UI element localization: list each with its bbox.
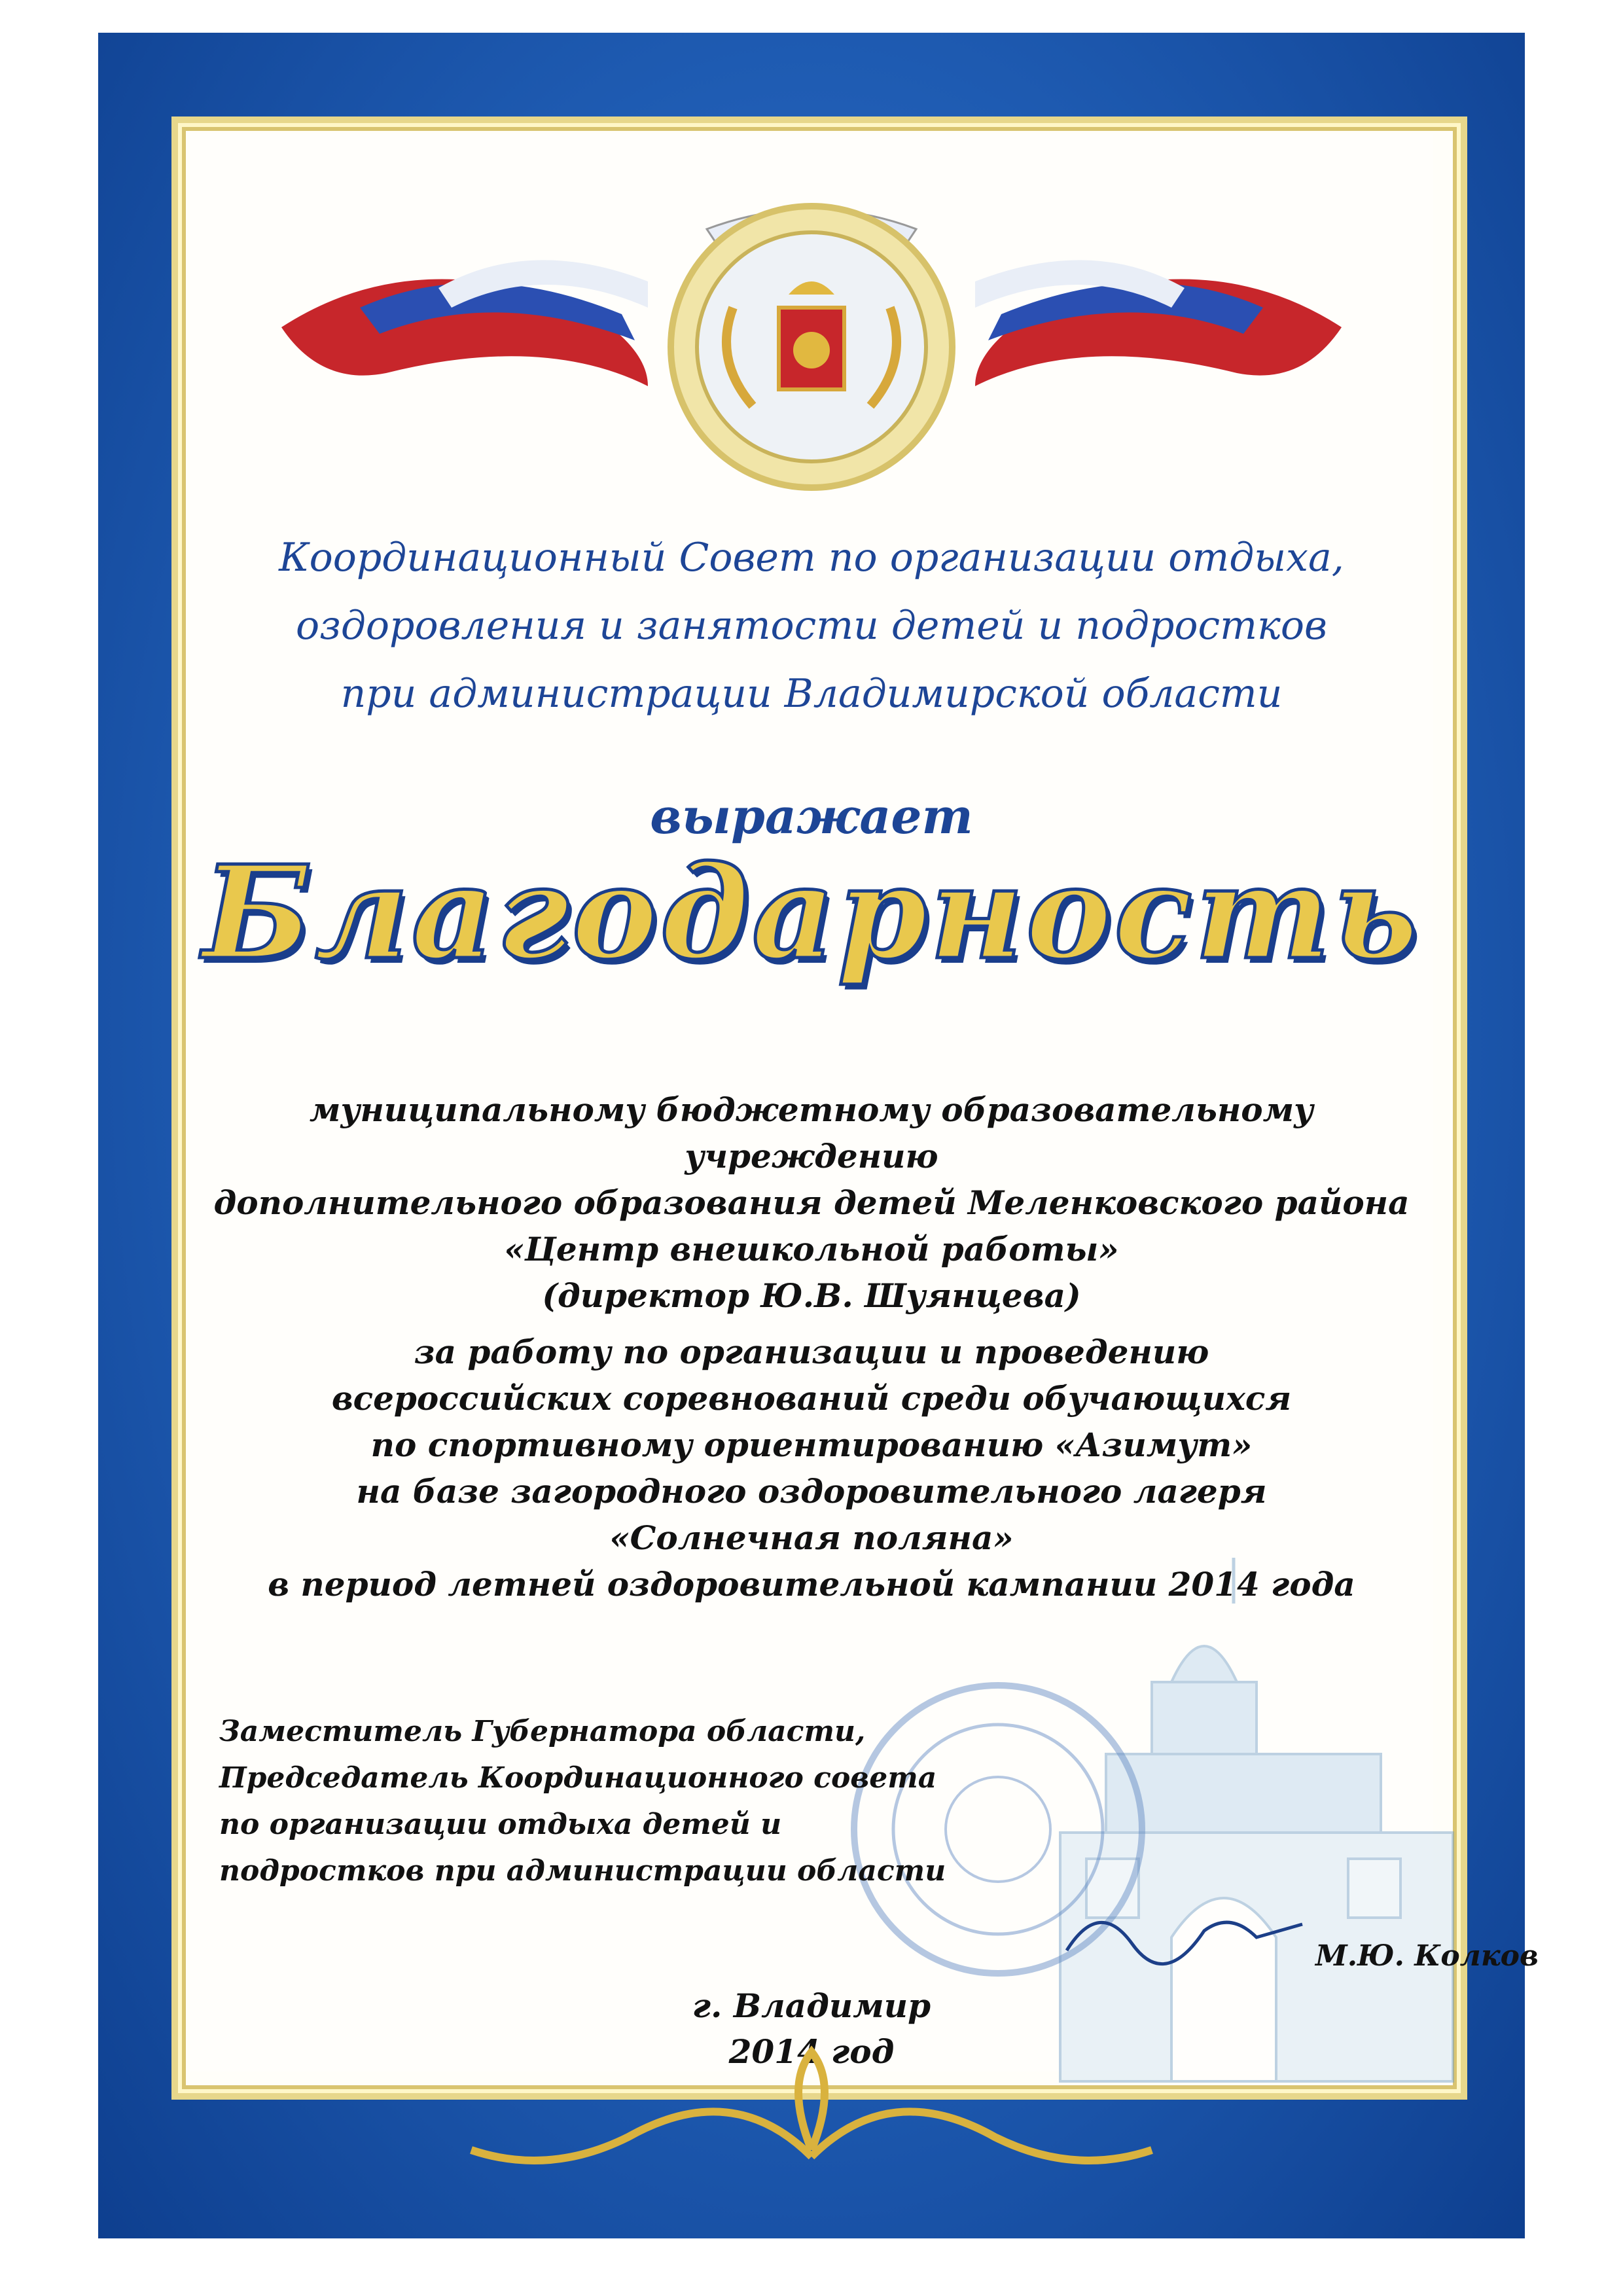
recipient-line: «Центр внешкольной работы» [504,1230,1119,1268]
signer-name: М.Ю. Колков [1315,1939,1539,1973]
signature [1060,1885,1309,1970]
reason-line: в период летней оздоровительной кампании 2014 года [268,1565,1355,1604]
recipient-block [190,1086,1433,1319]
signer-title [219,1708,1005,1894]
year-text: 2014 год [728,2032,895,2071]
council-line: при администрации Владимирской области [340,671,1283,717]
council-line: оздоровления и занятости детей и подростков [296,603,1327,649]
signer-line: по организации отдыха детей и [219,1808,782,1841]
reason-line: всероссийских соревнований среди обучающихся [331,1379,1292,1418]
recipient-line: (директор Ю.В. Шуянцева) [542,1276,1081,1315]
recipient-line: муниципальному бюджетному образовательному учреждению [309,1090,1314,1175]
signer-line: Заместитель Губернатора области, [219,1715,866,1748]
reason-line: по спортивному ориентированию «Азимут» [370,1426,1253,1464]
gold-ornament [458,2039,1165,2176]
reason-line: за работу по организации и проведению [414,1333,1209,1371]
certificate-title: Благодарность [202,838,1421,988]
reason-line: «Солнечная поляна» [609,1518,1014,1557]
recipient-line: дополнительного образования детей Меленковского района [213,1183,1410,1222]
city-text: г. Владимир [692,1986,931,2025]
reason-line: на базе загородного оздоровительного лагеря [356,1472,1267,1511]
council-line: Координационный Совет по организации отдыха, [279,535,1344,581]
council-name [190,524,1433,728]
reason-block [190,1329,1433,1607]
signer-line: подростков при администрации области [219,1854,946,1888]
emblem-ribbon [281,177,1342,491]
expresses-text: выражает [650,789,973,845]
signer-line: Председатель Координационного совета [219,1761,937,1795]
